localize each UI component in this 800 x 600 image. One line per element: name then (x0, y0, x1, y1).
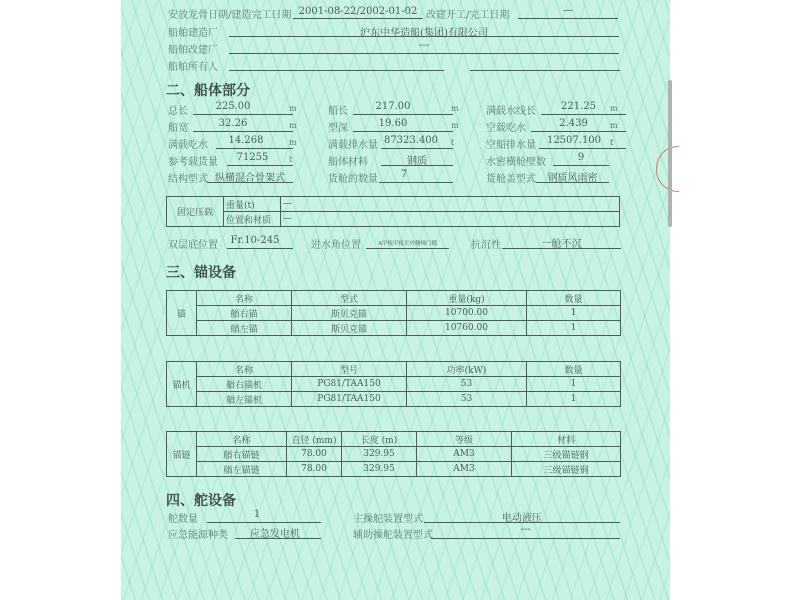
owner-label: 船舶所有人 (168, 62, 218, 73)
waterline-length-label: 满载水线长 (486, 106, 536, 117)
breadth-value: 32.26 (218, 118, 248, 129)
col-header: 名称 (197, 362, 292, 377)
bulkheads-value: 9 (577, 152, 585, 163)
cell: 78.00 (287, 447, 342, 462)
holds-count-label: 货舱的数量 (328, 174, 378, 185)
full-draft-label: 满载吃水 (168, 140, 208, 151)
anchor-section-title: 三、锚设备 (166, 265, 236, 281)
overall-length-label: 总长 (168, 106, 188, 117)
cell: 53 (407, 377, 527, 392)
col-header: 重量(kg) (407, 291, 527, 306)
breadth-unit: m (289, 121, 297, 130)
col-header: 长度 (m) (342, 432, 417, 447)
cell: PG81/TAA150 (292, 377, 407, 392)
rudder-count-underline (207, 522, 321, 523)
col-header: 名称 (197, 432, 287, 447)
hatch-cover-label: 货舱盖型式 (486, 174, 536, 185)
col-header: 数量 (527, 291, 621, 306)
cell: 艏左锚机 (197, 392, 292, 407)
full-draft-underline (216, 148, 293, 149)
full-displacement-unit: t (451, 138, 455, 147)
light-displacement-unit: t (610, 138, 614, 147)
flood-angle-value: A甲板甲板室外侧梯门槛 (378, 241, 437, 247)
ballast-weight-label: 重量(t) (224, 197, 281, 212)
ballast-position-label: 位置和材质 (224, 212, 281, 227)
flood-angle-underline (366, 248, 449, 249)
waterline-length-value: 221.25 (561, 101, 596, 112)
waterline-length-unit: m (610, 104, 618, 113)
depth-unit: m (451, 121, 459, 130)
breadth-label: 船宽 (168, 123, 188, 134)
emergency-power-value: 应急发电机 (250, 529, 300, 540)
structure-type-label: 结构型式 (168, 174, 208, 185)
rebuild-date-label: 改建开工/完工日期 (426, 10, 510, 21)
vertical-scrollbar[interactable] (668, 80, 672, 227)
windlass-table (166, 361, 621, 407)
rebuilder-underline (229, 53, 619, 54)
light-draft-value: 2.439 (559, 118, 588, 129)
cell: 艏左锚 (197, 321, 292, 336)
full-draft-unit: m (289, 138, 297, 147)
cell: 10700.00 (407, 306, 527, 321)
col-header: 名称 (197, 291, 292, 306)
aux-steering-underline (431, 538, 620, 539)
cell: AM3 (417, 447, 512, 462)
main-steering-label: 主操舵装置型式 (353, 514, 423, 525)
light-draft-underline (531, 131, 626, 132)
table-row (167, 377, 621, 392)
cell: 斯贝克锚 (292, 321, 407, 336)
cell: 艏右锚机 (197, 377, 292, 392)
rebuild-date-underline (518, 18, 618, 19)
builder-label: 船舶建造厂 (168, 28, 218, 39)
cell: PG81/TAA150 (292, 392, 407, 407)
light-displacement-label: 空船排水量 (486, 140, 536, 151)
rebuilder-value: --- (418, 40, 430, 51)
light-displacement-value: 12507.100 (546, 135, 602, 146)
col-header: 材料 (512, 432, 621, 447)
light-displacement-underline (539, 148, 626, 149)
rudder-section-title: 四、舵设备 (166, 493, 236, 509)
table-row (167, 447, 621, 462)
aux-steering-value: --- (520, 524, 531, 535)
anchor-group-label: 锚 (167, 291, 197, 336)
deadweight-unit: t (289, 155, 293, 164)
col-header: 型式 (292, 291, 407, 306)
ship-length-value: 217.00 (375, 101, 411, 112)
double-bottom-underline (227, 248, 293, 249)
cell: 艏左锚链 (197, 462, 287, 477)
col-header: 数量 (527, 362, 621, 377)
cell: AM3 (417, 462, 512, 477)
overall-length-underline (193, 114, 293, 115)
cell: 53 (407, 392, 527, 407)
cell: 1 (527, 392, 621, 407)
table-row (167, 462, 621, 477)
ship-length-label: 船长 (328, 106, 348, 117)
hatch-cover-value: 钢质风雨密 (547, 173, 598, 184)
certificate-page (121, 0, 670, 600)
unsinkable-value: 一舱不沉 (541, 239, 582, 250)
ballast-weight-value: — (281, 197, 620, 212)
windlass-group-label: 锚机 (167, 362, 197, 407)
keel-date-underline (293, 18, 423, 19)
unsinkable-label: 抗沉性 (471, 240, 501, 251)
deadweight-label: 参考载货量 (168, 157, 218, 168)
full-displacement-underline (381, 148, 453, 149)
holds-count-underline (379, 182, 453, 183)
cell: 艏右锚链 (197, 447, 287, 462)
ship-length-unit: m (451, 104, 459, 113)
overall-length-unit: m (289, 104, 297, 113)
light-draft-unit: m (610, 121, 618, 130)
cell: 1 (527, 377, 621, 392)
rudder-count-label: 舵数量 (168, 514, 198, 525)
cell: 1 (527, 306, 621, 321)
owner-underline-2 (470, 70, 620, 71)
waterline-length-underline (541, 114, 626, 115)
ballast-position-value: — (281, 212, 620, 227)
cell: 78.00 (287, 462, 342, 477)
cell: 10760.00 (407, 321, 527, 336)
deadweight-value: 71255 (236, 152, 269, 163)
anchor-chain-table (166, 431, 621, 477)
hull-material-label: 船体材料 (328, 157, 368, 168)
deadweight-underline (227, 165, 293, 166)
table-row (167, 321, 621, 336)
col-header: 型号 (292, 362, 407, 377)
rebuilder-label: 船舶改建厂 (168, 45, 218, 56)
keel-date-value: 2001-08-22/2002-01-02 (298, 6, 418, 17)
emergency-power-label: 应急能源种类 (168, 530, 228, 541)
double-bottom-label: 双层底位置 (168, 240, 218, 251)
light-draft-label: 空载吃水 (486, 123, 526, 134)
full-displacement-value: 87323.400 (383, 135, 439, 146)
holds-count-value: 7 (400, 169, 408, 180)
cell: 329.95 (342, 447, 417, 462)
cell: 艏右锚 (197, 306, 292, 321)
col-header: 直径 (mm) (287, 432, 342, 447)
anchor-table (166, 290, 621, 336)
breadth-underline (193, 131, 293, 132)
chain-group-label: 锚链 (167, 432, 197, 477)
depth-underline (353, 131, 453, 132)
overall-length-value: 225.00 (215, 101, 251, 112)
hull-section-title: 二、船体部分 (166, 83, 250, 99)
cell: 三级锚链钢 (512, 447, 621, 462)
aux-steering-label: 辅助操舵装置型式 (353, 530, 433, 541)
keel-date-label: 安放龙骨日期/建造完工日期 (168, 10, 292, 21)
cell: 1 (527, 321, 621, 336)
col-header: 功率(kW) (407, 362, 527, 377)
flood-angle-label: 进水角位置 (311, 240, 361, 251)
builder-value: 沪东中华造船(集团)有限公司 (360, 28, 488, 39)
table-row (167, 306, 621, 321)
hull-material-value: 钢质 (407, 156, 427, 167)
ship-length-underline (353, 114, 453, 115)
fixed-ballast-label: 固定压载 (167, 197, 224, 227)
rebuild-date-value: — (563, 5, 573, 16)
cell: 斯贝克锚 (292, 306, 407, 321)
bulkheads-underline (553, 165, 609, 166)
full-displacement-label: 满载排水量 (328, 140, 378, 151)
rudder-count-value: 1 (253, 509, 261, 520)
bulkheads-label: 水密横舱壁数 (486, 157, 546, 168)
col-header: 等级 (417, 432, 512, 447)
structure-type-value: 纵横混合骨架式 (215, 173, 285, 184)
table-row (167, 392, 621, 407)
depth-value: 19.60 (378, 118, 408, 129)
full-draft-value: 14.268 (228, 135, 264, 146)
cell: 三级锚链钢 (512, 462, 621, 477)
depth-label: 型深 (328, 123, 348, 134)
double-bottom-value: Fr.10-245 (230, 235, 280, 246)
fixed-ballast-table (166, 196, 620, 227)
main-steering-value: 电动液压 (502, 513, 542, 524)
owner-underline-1 (229, 70, 444, 71)
cell: 329.95 (342, 462, 417, 477)
